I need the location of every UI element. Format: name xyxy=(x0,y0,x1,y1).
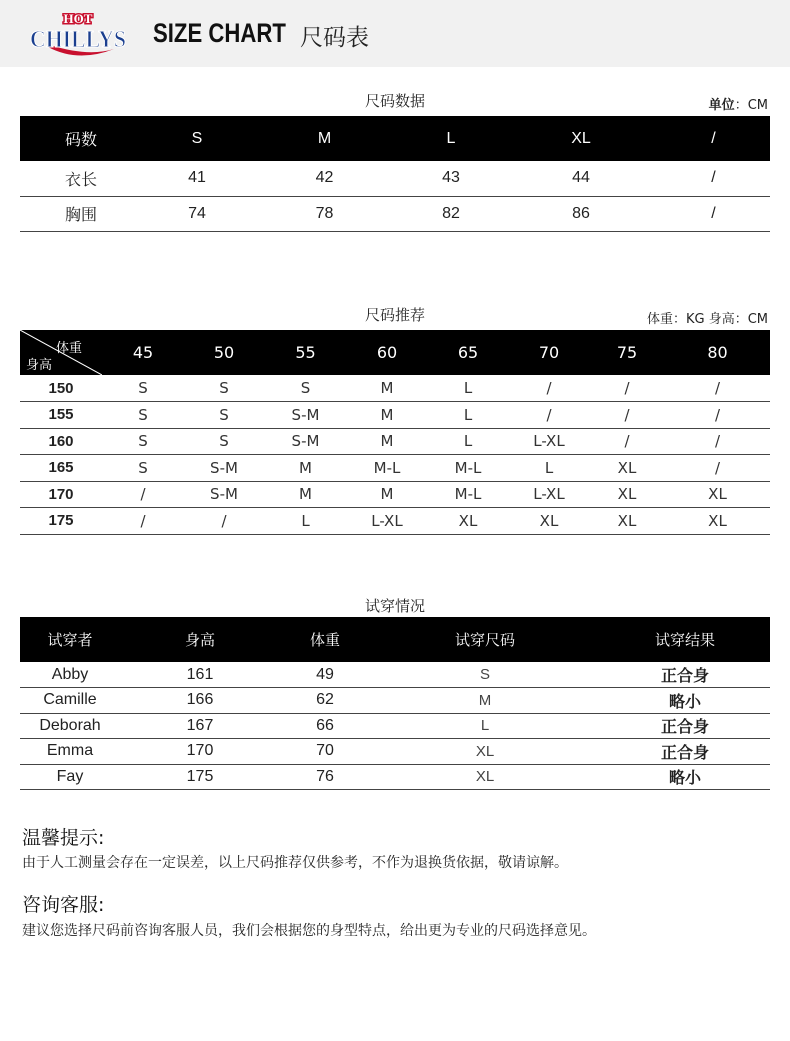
table-cell: 86 xyxy=(505,196,657,231)
table-cell: XL xyxy=(589,455,665,482)
tester-name: Deborah xyxy=(20,713,120,739)
table-cell: M xyxy=(347,375,427,402)
table-cell: M xyxy=(370,688,600,714)
fitting-title: 试穿情况 xyxy=(364,597,425,615)
column-header: 试穿尺码 xyxy=(454,631,515,649)
table-cell: L-XL xyxy=(509,428,589,455)
table-cell: S xyxy=(102,402,184,429)
table-cell: L xyxy=(370,713,600,739)
weight-header: 80 xyxy=(707,343,728,362)
tester-name: Camille xyxy=(20,688,120,714)
table-cell: S xyxy=(102,428,184,455)
table-header-row xyxy=(20,330,770,375)
weight-header: 50 xyxy=(213,343,235,362)
table-cell: XL xyxy=(427,508,509,535)
table-cell: XL xyxy=(370,739,600,765)
table-cell: XL xyxy=(589,508,665,535)
table-cell: M-L xyxy=(427,481,509,508)
table-cell: L xyxy=(427,375,509,402)
size-recommend-table xyxy=(20,330,770,535)
table-cell: M xyxy=(347,481,427,508)
table-row xyxy=(20,713,770,739)
table-cell: 42 xyxy=(252,161,397,196)
column-header: 身高 xyxy=(184,631,215,649)
row-label: 胸围 xyxy=(20,196,142,231)
size-data-title: 尺码数据 xyxy=(364,92,425,110)
table-cell: / xyxy=(665,402,770,429)
table-cell: 正合身 xyxy=(600,713,770,739)
size-data-unit: 单位：CM xyxy=(708,98,768,113)
table-row xyxy=(20,161,770,196)
table-cell: S xyxy=(184,428,264,455)
brand-logo xyxy=(28,9,128,59)
table-cell: 82 xyxy=(397,196,505,231)
table-cell: S xyxy=(102,455,184,482)
table-row xyxy=(20,402,770,429)
tester-name: Abby xyxy=(20,662,120,688)
table-cell: / xyxy=(657,161,770,196)
table-cell: L xyxy=(509,455,589,482)
table-header-row xyxy=(20,617,770,662)
table-cell: 49 xyxy=(280,662,370,688)
table-cell: / xyxy=(589,428,665,455)
table-row xyxy=(20,481,770,508)
weight-axis-label: 体重 xyxy=(55,341,82,356)
table-cell: / xyxy=(589,375,665,402)
column-header: / xyxy=(711,129,716,147)
tester-name: Emma xyxy=(20,739,120,765)
service-title: 咨询客服: xyxy=(22,894,105,916)
table-cell: 166 xyxy=(120,688,280,714)
weight-header: 55 xyxy=(295,343,316,362)
row-label: 衣长 xyxy=(20,161,142,196)
table-cell: S-M xyxy=(264,402,347,429)
table-row xyxy=(20,662,770,688)
table-cell: XL xyxy=(665,508,770,535)
column-header: S xyxy=(191,129,203,147)
table-cell: / xyxy=(665,455,770,482)
table-cell: 175 xyxy=(120,764,280,790)
page-title: SIZE CHART xyxy=(153,18,286,48)
height-label: 150 xyxy=(20,375,102,402)
table-cell: / xyxy=(665,428,770,455)
table-cell: 正合身 xyxy=(600,739,770,765)
weight-header: 65 xyxy=(457,343,479,362)
table-cell: / xyxy=(589,402,665,429)
recommend-title: 尺码推荐 xyxy=(364,306,425,324)
table-cell: L xyxy=(264,508,347,535)
height-label: 175 xyxy=(20,508,102,535)
weight-header: 75 xyxy=(616,343,638,362)
column-header: 试穿者 xyxy=(47,631,93,649)
table-cell: M xyxy=(264,455,347,482)
column-header: 试穿结果 xyxy=(654,631,715,649)
recommend-unit: 体重：KG 身高：CM xyxy=(646,312,768,327)
column-header: 体重 xyxy=(309,631,340,649)
table-cell: / xyxy=(657,196,770,231)
table-cell: L-XL xyxy=(509,481,589,508)
table-cell: M xyxy=(347,428,427,455)
table-cell: S xyxy=(102,375,184,402)
table-cell: S-M xyxy=(184,481,264,508)
table-cell: M xyxy=(347,402,427,429)
table-cell: 74 xyxy=(142,196,252,231)
table-cell: 161 xyxy=(120,662,280,688)
table-row xyxy=(20,428,770,455)
table-cell: 76 xyxy=(280,764,370,790)
table-cell: 44 xyxy=(505,161,657,196)
table-row xyxy=(20,508,770,535)
table-cell: XL xyxy=(509,508,589,535)
table-cell: 62 xyxy=(280,688,370,714)
column-header: XL xyxy=(571,129,591,147)
column-header: M xyxy=(317,129,332,147)
table-cell: S xyxy=(264,375,347,402)
table-cell: XL xyxy=(370,764,600,790)
weight-header: 60 xyxy=(376,343,398,362)
table-cell: L-XL xyxy=(347,508,427,535)
table-cell: 66 xyxy=(280,713,370,739)
table-cell: / xyxy=(102,508,184,535)
table-cell: M-L xyxy=(347,455,427,482)
table-cell: S xyxy=(184,402,264,429)
height-label: 155 xyxy=(20,402,102,429)
column-header: L xyxy=(446,129,456,147)
tips-body: 由于人工测量会存在一定误差，以上尺码推荐仅供参考，不作为退换货依据，敬请谅解。 xyxy=(22,855,568,871)
table-cell: S xyxy=(184,375,264,402)
size-data-table xyxy=(20,116,770,232)
table-cell: 43 xyxy=(397,161,505,196)
table-cell: XL xyxy=(665,481,770,508)
tips-title: 温馨提示: xyxy=(22,827,105,849)
table-header-row xyxy=(20,116,770,161)
corner-header xyxy=(20,330,102,375)
weight-header: 70 xyxy=(538,343,560,362)
table-cell: L xyxy=(427,428,509,455)
table-cell: 70 xyxy=(280,739,370,765)
table-cell: S-M xyxy=(264,428,347,455)
tester-name: Fay xyxy=(20,764,120,790)
weight-header: 45 xyxy=(132,343,154,362)
table-cell: / xyxy=(102,481,184,508)
table-cell: / xyxy=(509,375,589,402)
height-axis-label: 身高 xyxy=(26,358,53,373)
table-row xyxy=(20,455,770,482)
table-cell: 正合身 xyxy=(600,662,770,688)
table-cell: 170 xyxy=(120,739,280,765)
height-label: 170 xyxy=(20,481,102,508)
table-cell: 167 xyxy=(120,713,280,739)
table-cell: 41 xyxy=(142,161,252,196)
table-row xyxy=(20,196,770,231)
table-cell: / xyxy=(184,508,264,535)
table-row xyxy=(20,688,770,714)
column-header: 码数 xyxy=(64,130,97,149)
table-cell: M-L xyxy=(427,455,509,482)
service-body: 建议您选择尺码前咨询客服人员，我们会根据您的身型特点，给出更为专业的尺码选择意见。 xyxy=(22,923,596,939)
table-cell: L xyxy=(427,402,509,429)
table-cell: 略小 xyxy=(600,688,770,714)
header-bar xyxy=(0,0,790,67)
table-cell: / xyxy=(509,402,589,429)
table-cell: S-M xyxy=(184,455,264,482)
table-cell: 78 xyxy=(252,196,397,231)
table-cell: S xyxy=(370,662,600,688)
table-cell: 略小 xyxy=(600,764,770,790)
page-title-cn: 尺码表 xyxy=(300,25,369,51)
table-cell: / xyxy=(665,375,770,402)
table-cell: XL xyxy=(589,481,665,508)
logo-main-text: CHILLYS xyxy=(30,27,126,53)
table-row xyxy=(20,739,770,765)
fitting-table xyxy=(20,617,770,790)
height-label: 160 xyxy=(20,428,102,455)
logo-top-text: HOT xyxy=(63,11,93,26)
table-row xyxy=(20,375,770,402)
table-cell: M xyxy=(264,481,347,508)
table-row xyxy=(20,764,770,790)
height-label: 165 xyxy=(20,455,102,482)
